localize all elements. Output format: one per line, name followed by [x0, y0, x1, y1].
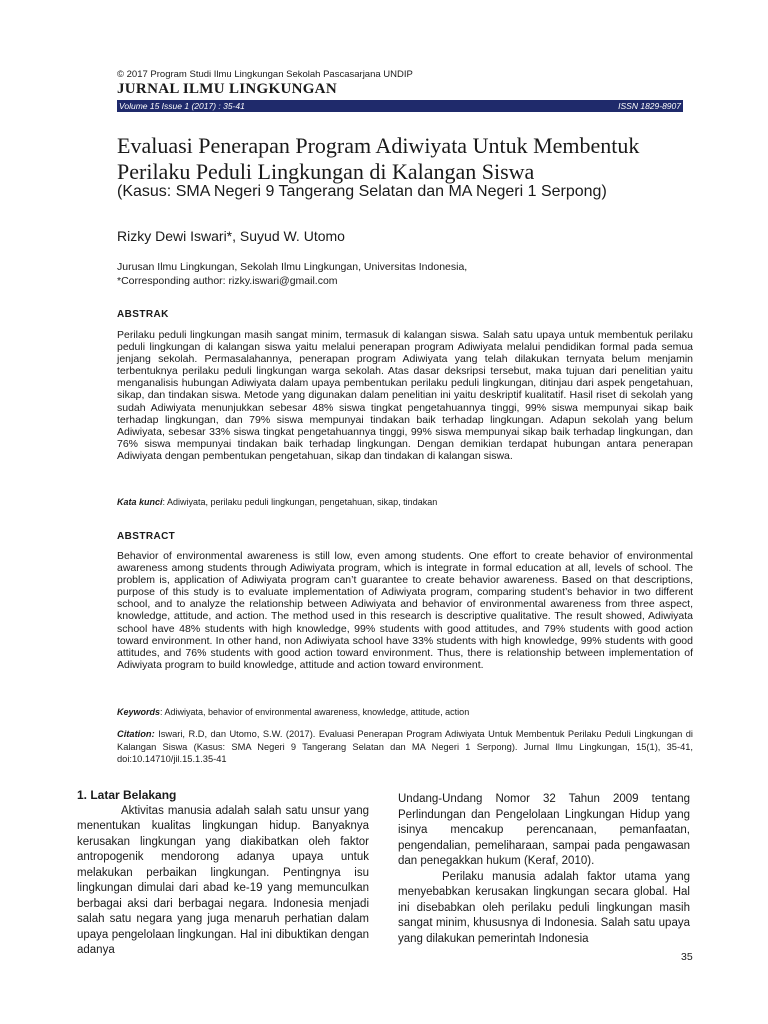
abstrak-text: Perilaku peduli lingkungan masih sangat minim, termasuk di kalangan siswa. Salah satu upaya untuk membentuk perilaku peduli lingkungan di kalangan siswa yaitu melalui penerapan program Adiwiyata melalui pendidikan formal pada semua jenjang sekolah. Permasalahannya, penerapan program Adiwiyata yang telah dilakukan ternyata belum menjamin terbentuknya perilaku peduli lingkungan warga sekolah. Atas dasar deksripsi tersebut, maka tujuan dari penelitian yaitu menganalisis hubungan Adiwiyata dalam upaya pembentukan perilaku peduli lingkungan, ditinjau dari aspek pengetahuan, sikap, dan tindakan siswa. Metode yang digunakan dalam penelitian ini yaitu deskriptif kualitatif. Hasil riset di sekolah yang sudah Adiwiyata menunjukkan sebesar 48% siswa tingkat pengetahuannya tinggi, 99% siswa mempunyai sikap baik terhadap lingkungan, dan 79% siswa mempunyai tindakan baik terhadap lingkungan. Adapun sekolah yang belum Adiwiyata, sebesar 33% siswa tingkat pengetahuannya tinggi, 99% siswa mempunyai sikap baik terhadap lingkungan, dan 76% siswa mempunyai tindakan baik terhadap lingkungan. Dengan demikian terdapat hubungan antara penerapan Adiwiyata dengan pembentukan pengetahuan, sikap dan tindakan di kalangan siswa. [117, 329, 693, 462]
keywords-values: : Adiwiyata, behavior of environmental awareness, knowledge, attitude, action [160, 707, 470, 717]
section-heading: 1. Latar Belakang [77, 788, 177, 802]
page-number: 35 [681, 951, 693, 963]
journal-info-bar [117, 100, 683, 112]
kata-kunci-values: : Adiwiyata, perilaku peduli lingkungan, pengetahuan, sikap, tindakan [162, 497, 438, 507]
copyright-line: © 2017 Program Studi Ilmu Lingkungan Sekolah Pascasarjana UNDIP [117, 69, 413, 80]
body-paragraph: Aktivitas manusia adalah salah satu unsur yang menentukan kualitas lingkungan hidup. Banyaknya kerusakan lingkungan yang diakibatkan oleh faktor antropogenik mendorong adanya upaya untuk melakukan perbaikan lingkungan. Pentingnya isu lingkungan dimulai dari abad ke-19 yang memunculkan berbagai aksi dari berbagai negara. Indonesia menjadi salah satu negara yang juga menaruh perhatian dalam upaya pengelolaan lingkungan. Hal ini dibuktikan dengan adanya [77, 804, 369, 956]
kata-kunci-label: Kata kunci [117, 497, 163, 507]
body-left-column [77, 788, 369, 959]
article-subtitle: (Kasus: SMA Negeri 9 Tangerang Selatan dan MA Negeri 1 Serpong) [117, 183, 607, 200]
affiliation-block [117, 260, 467, 288]
citation-text: Iswari, R.D, dan Utomo, S.W. (2017). Evaluasi Penerapan Program Adiwiyata Untuk Membentuk Perilaku Peduli Lingkungan di Kalangan Siswa (Kasus: SMA Negeri 9 Tangerang Selatan dan MA Negeri 1 Serpong). Jurnal Ilmu Lingkungan, 15(1), 35-41, doi:10.14710/jil.15.1.35-41 [117, 729, 693, 764]
article-authors: Rizky Dewi Iswari*, Suyud W. Utomo [117, 228, 345, 244]
corresponding-author: *Corresponding author: rizky.iswari@gmail.com [117, 275, 338, 287]
affiliation: Jurusan Ilmu Lingkungan, Sekolah Ilmu Lingkungan, Universitas Indonesia, [117, 261, 468, 273]
abstrak-heading: ABSTRAK [117, 309, 169, 320]
article-title: Evaluasi Penerapan Program Adiwiyata Untuk Membentuk Perilaku Peduli Lingkungan di Kalangan Siswa [117, 133, 640, 184]
issn: ISSN 1829-8907 [618, 101, 681, 111]
abstract-heading: ABSTRACT [117, 531, 176, 542]
abstract-text: Behavior of environmental awareness is still low, even among students. One effort to create behavior of environmental awareness among students through Adiwiyata program, which is integrate in formal education at all, levels of school. The problem is, application of Adiwiyata program can’t guarantee to create behavior awareness. Based on that descriptions, purpose of this study is to evaluate implementation of Adiwiyata program, comparing student’s behavior in two different school, and to analyze the relationship between Adiwiyata and behavior of environmental awareness from three aspect, knowledge, attitude, and action. The method used in this research is descriptive qualitative. The result showed, Adiwiyata school have 48% students with high knowledge, 99% students with good attitudes, and 79% students with good action toward environment. In other hand, non Adiwiyata school have 33% students with high knowledge, 99% students with good attitudes, and 76% students with good action toward environment. Thus, there is relationship between implementation of Adiwiyata program to build knowledge, attitude and action toward environment. [117, 550, 693, 671]
body-paragraph: Undang-Undang Nomor 32 Tahun 2009 tentang Perlindungan dan Pengelolaan Lingkungan Hidup yang isinya mencakup perencanaan, pemanfaatan, pengendalian, pemeliharaan, sampai pada pengawasan dan penegakkan hukum (Keraf, 2010). [398, 793, 690, 867]
keywords-label: Keywords [117, 707, 161, 717]
journal-name: JURNAL ILMU LINGKUNGAN [117, 81, 337, 97]
citation [117, 728, 693, 766]
citation-label: Citation: [117, 729, 155, 739]
body-right-column [398, 792, 690, 947]
body-paragraph: Perilaku manusia adalah faktor utama yang menyebabkan kerusakan lingkungan secara global. Hal ini disebabkan oleh perilaku peduli lingkungan masih sangat minim, khususnya di Indonesia. Salah satu upaya yang dilakukan pemerintah Indonesia [398, 870, 690, 945]
volume-issue: Volume 15 Issue 1 (2017) : 35-41 [119, 101, 245, 111]
kata-kunci [117, 497, 693, 507]
keywords [117, 707, 693, 717]
